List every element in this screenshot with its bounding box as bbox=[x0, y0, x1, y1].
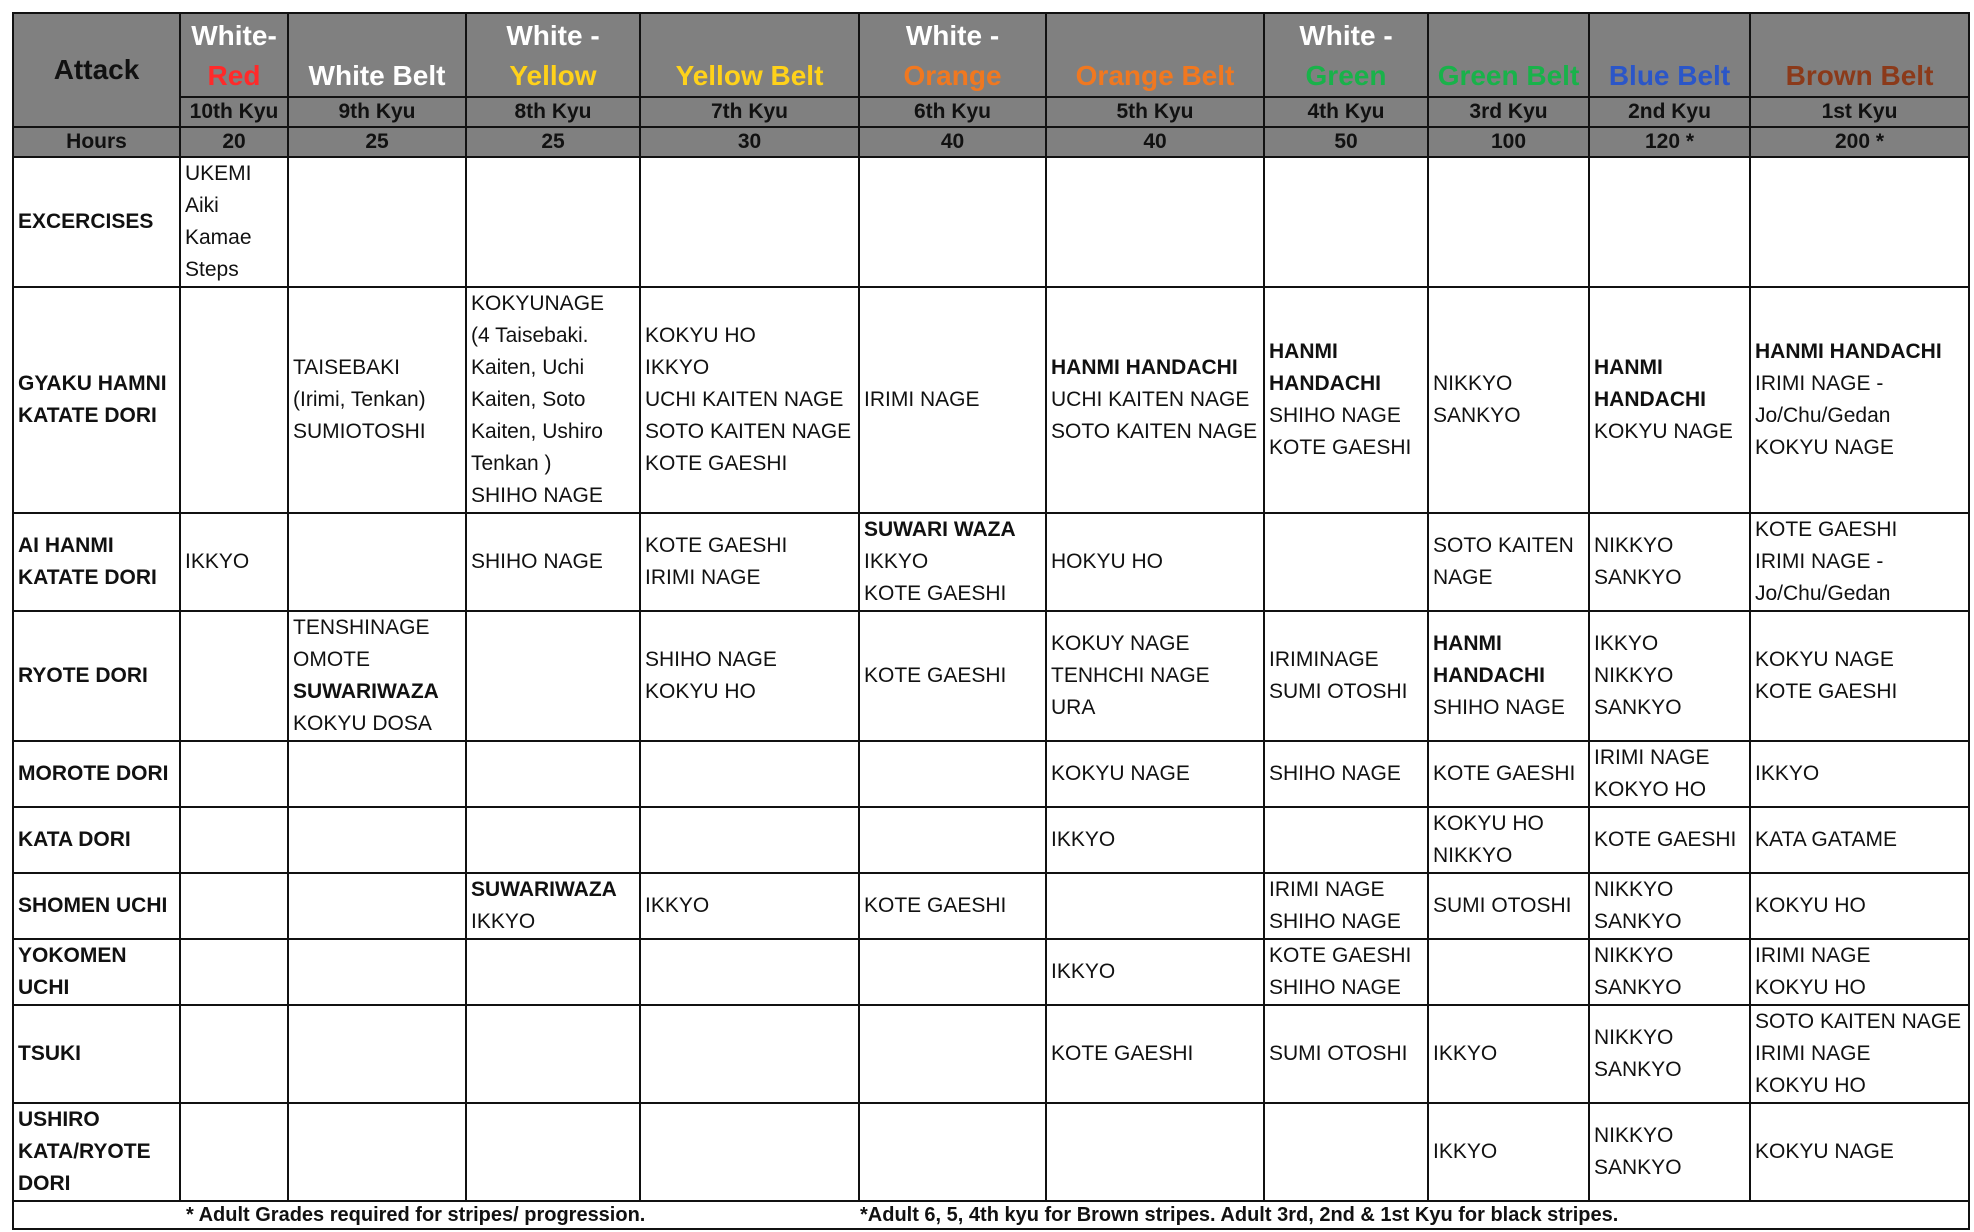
attack-name: EXCERCISES bbox=[13, 157, 180, 287]
technique-item: SOTO KAITEN NAGE bbox=[645, 420, 852, 443]
technique-cell bbox=[640, 741, 859, 807]
technique-item: HANMI HANDACHI bbox=[1269, 340, 1381, 395]
technique-cell bbox=[1589, 939, 1750, 1005]
technique-item: KOTE GAESHI bbox=[1755, 680, 1898, 703]
technique-cell bbox=[859, 1103, 1046, 1201]
technique-item: KOTE GAESHI bbox=[1433, 762, 1576, 785]
technique-item: SHIHO NAGE bbox=[1269, 910, 1401, 933]
technique-item: KOKYU HO bbox=[645, 324, 756, 347]
belt-header-7 bbox=[1428, 13, 1589, 97]
technique-cell bbox=[1046, 611, 1264, 741]
belt-name-text: Orange bbox=[903, 60, 1002, 91]
table-row bbox=[13, 939, 1969, 1005]
technique-cell bbox=[180, 939, 288, 1005]
belt-name-text: White- bbox=[191, 20, 277, 51]
table-row bbox=[13, 513, 1969, 611]
attack-name: MOROTE DORI bbox=[13, 741, 180, 807]
technique-item: KOTE GAESHI bbox=[1755, 518, 1898, 541]
technique-item: HANMI HANDACHI bbox=[1433, 632, 1545, 687]
belt-header-3 bbox=[640, 13, 859, 97]
technique-cell bbox=[288, 611, 466, 741]
technique-cell bbox=[1750, 1005, 1969, 1103]
technique-cell bbox=[1750, 873, 1969, 939]
technique-cell bbox=[1264, 287, 1428, 513]
technique-item: Aiki bbox=[185, 194, 219, 217]
belt-header-2 bbox=[466, 13, 640, 97]
technique-item: IRIMI NAGE - Jo/Chu/Gedan bbox=[1755, 550, 1891, 605]
technique-item: UCHI KAITEN NAGE bbox=[1051, 388, 1250, 411]
technique-item: (Irimi, Tenkan) bbox=[293, 388, 426, 411]
hours-value: 40 bbox=[1046, 127, 1264, 157]
technique-item: SOTO KAITEN NAGE bbox=[1433, 534, 1574, 589]
technique-item: SANKYO bbox=[1594, 976, 1682, 999]
kyu-label: 2nd Kyu bbox=[1589, 97, 1750, 127]
technique-cell bbox=[1750, 939, 1969, 1005]
technique-cell bbox=[1428, 157, 1589, 287]
kyu-label: 6th Kyu bbox=[859, 97, 1046, 127]
technique-item: KOTE GAESHI bbox=[864, 582, 1007, 605]
technique-cell bbox=[1264, 807, 1428, 873]
technique-cell bbox=[288, 1103, 466, 1201]
technique-item: NIKKYO bbox=[1433, 844, 1513, 867]
hours-value: 200 * bbox=[1750, 127, 1969, 157]
technique-item: IKKYO bbox=[471, 910, 536, 933]
technique-item: IRIMI NAGE - Jo/Chu/Gedan bbox=[1755, 372, 1891, 427]
attack-name: RYOTE DORI bbox=[13, 611, 180, 741]
technique-cell bbox=[1750, 1103, 1969, 1201]
technique-item: KOTE GAESHI bbox=[645, 534, 788, 557]
technique-cell bbox=[466, 939, 640, 1005]
technique-item: KOTE GAESHI bbox=[864, 664, 1007, 687]
technique-cell bbox=[466, 1103, 640, 1201]
technique-cell bbox=[1046, 157, 1264, 287]
technique-item: HANMI HANDACHI bbox=[1755, 340, 1942, 363]
technique-item: OMOTE bbox=[293, 648, 370, 671]
belt-header-9 bbox=[1750, 13, 1969, 97]
hours-value: 20 bbox=[180, 127, 288, 157]
technique-cell bbox=[466, 873, 640, 939]
hours-value: 120 * bbox=[1589, 127, 1750, 157]
technique-cell bbox=[180, 1005, 288, 1103]
belt-header-1 bbox=[288, 13, 466, 97]
technique-item: SHIHO NAGE bbox=[1269, 404, 1401, 427]
belt-name-text: Green Belt bbox=[1437, 60, 1580, 91]
technique-item: SHIHO NAGE bbox=[645, 648, 777, 671]
technique-cell bbox=[466, 513, 640, 611]
technique-cell bbox=[180, 157, 288, 287]
attack-name: KATA DORI bbox=[13, 807, 180, 873]
technique-item: IKKYO bbox=[1433, 1042, 1498, 1065]
belt-header-5 bbox=[1046, 13, 1264, 97]
technique-cell bbox=[1750, 157, 1969, 287]
technique-item: SOTO KAITEN NAGE bbox=[1051, 420, 1258, 443]
belt-name-text: Yellow bbox=[509, 60, 597, 91]
belt-name-text: Red bbox=[207, 60, 261, 91]
technique-cell bbox=[1264, 873, 1428, 939]
kyu-label: 7th Kyu bbox=[640, 97, 859, 127]
technique-item: TENHCHI NAGE URA bbox=[1051, 664, 1210, 719]
table-row bbox=[13, 1103, 1969, 1201]
belt-name-text: Green bbox=[1305, 60, 1387, 91]
technique-cell bbox=[1589, 1005, 1750, 1103]
technique-cell bbox=[859, 287, 1046, 513]
technique-cell bbox=[1589, 1103, 1750, 1201]
technique-item: KOKYU DOSA bbox=[293, 712, 432, 735]
belt-header-4 bbox=[859, 13, 1046, 97]
technique-item: SANKYO bbox=[1433, 404, 1521, 427]
technique-item: TENSHINAGE bbox=[293, 616, 430, 639]
technique-item: SANKYO bbox=[1594, 910, 1682, 933]
technique-cell bbox=[640, 807, 859, 873]
technique-item: SUMI OTOSHI bbox=[1433, 894, 1572, 917]
technique-cell bbox=[859, 1005, 1046, 1103]
technique-item: NIKKYO bbox=[1594, 1124, 1674, 1147]
technique-item: KOKUY NAGE bbox=[1051, 632, 1190, 655]
technique-item: Kamae bbox=[185, 226, 252, 249]
technique-cell bbox=[640, 287, 859, 513]
technique-cell bbox=[1750, 741, 1969, 807]
kyu-header-row bbox=[13, 97, 1969, 127]
attack-name: TSUKI bbox=[13, 1005, 180, 1103]
belt-header-row bbox=[13, 13, 1969, 97]
footer-notes bbox=[13, 1201, 1969, 1229]
technique-item: HANMI HANDACHI bbox=[1594, 356, 1706, 411]
technique-item: NIKKYO bbox=[1594, 1026, 1674, 1049]
technique-cell bbox=[859, 807, 1046, 873]
technique-item: SANKYO bbox=[1594, 566, 1682, 589]
technique-item: KOKYU HO bbox=[1755, 894, 1866, 917]
technique-item: IKKYO bbox=[645, 894, 710, 917]
technique-item: IRIMI NAGE bbox=[1269, 878, 1385, 901]
technique-cell bbox=[288, 1005, 466, 1103]
technique-cell bbox=[1264, 1005, 1428, 1103]
technique-cell bbox=[1750, 611, 1969, 741]
technique-cell bbox=[859, 741, 1046, 807]
technique-item: UKEMI bbox=[185, 162, 252, 185]
technique-item: KOKYU HO bbox=[645, 680, 756, 703]
technique-cell bbox=[466, 157, 640, 287]
technique-cell bbox=[1428, 939, 1589, 1005]
kyu-label: 8th Kyu bbox=[466, 97, 640, 127]
technique-item: Steps bbox=[185, 258, 239, 281]
technique-item: KOKYUNAGE bbox=[471, 292, 605, 315]
hours-label: Hours bbox=[13, 127, 180, 157]
technique-cell bbox=[1428, 611, 1589, 741]
technique-item: KOKYU NAGE bbox=[1755, 648, 1894, 671]
technique-cell bbox=[288, 513, 466, 611]
hours-header-row bbox=[13, 127, 1969, 157]
technique-cell bbox=[180, 807, 288, 873]
technique-cell bbox=[859, 873, 1046, 939]
technique-item: HOKYU HO bbox=[1051, 550, 1164, 573]
footer-note-right: *Adult 6, 5, 4th kyu for Brown stripes. Adult 3rd, 2nd & 1st Kyu for black stripes. bbox=[860, 1204, 1619, 1226]
technique-item: KATA GATAME bbox=[1755, 828, 1897, 851]
technique-item: KOTE GAESHI bbox=[1269, 944, 1412, 967]
attack-name: GYAKU HAMNI KATATE DORI bbox=[13, 287, 180, 513]
technique-item: KOTE GAESHI bbox=[645, 452, 788, 475]
technique-item: KOKYU NAGE bbox=[1594, 420, 1733, 443]
technique-item: KOTE GAESHI bbox=[864, 894, 1007, 917]
belt-name-text: White - bbox=[905, 20, 1000, 51]
technique-cell bbox=[859, 157, 1046, 287]
kyu-label: 4th Kyu bbox=[1264, 97, 1428, 127]
technique-cell bbox=[859, 611, 1046, 741]
technique-item: TAISEBAKI bbox=[293, 356, 400, 379]
technique-item: IRIMI NAGE bbox=[1755, 944, 1871, 967]
technique-cell bbox=[1264, 741, 1428, 807]
technique-cell bbox=[640, 611, 859, 741]
technique-item: SUMIOTOSHI bbox=[293, 420, 426, 443]
technique-cell bbox=[466, 611, 640, 741]
footer-note-left: * Adult Grades required for stripes/ progression. bbox=[186, 1204, 646, 1226]
technique-item: KOKYU NAGE bbox=[1051, 762, 1190, 785]
table-row bbox=[13, 157, 1969, 287]
kyu-label: 10th Kyu bbox=[180, 97, 288, 127]
technique-item: UCHI KAITEN NAGE bbox=[645, 388, 844, 411]
technique-cell bbox=[640, 873, 859, 939]
technique-cell bbox=[859, 939, 1046, 1005]
technique-item: KOKYU NAGE bbox=[1755, 436, 1894, 459]
technique-cell bbox=[1589, 611, 1750, 741]
technique-cell bbox=[1046, 513, 1264, 611]
technique-item: SANKYO bbox=[1594, 1156, 1682, 1179]
technique-cell bbox=[180, 1103, 288, 1201]
technique-item: KOKYU HO bbox=[1755, 976, 1866, 999]
hours-value: 25 bbox=[288, 127, 466, 157]
technique-item: NIKKYO bbox=[1594, 944, 1674, 967]
technique-cell bbox=[640, 1005, 859, 1103]
technique-cell bbox=[1264, 157, 1428, 287]
technique-item: IRIMI NAGE bbox=[645, 566, 761, 589]
technique-cell bbox=[288, 741, 466, 807]
technique-cell bbox=[1264, 939, 1428, 1005]
technique-item: KOTE GAESHI bbox=[1051, 1042, 1194, 1065]
technique-item: IKKYO bbox=[1594, 632, 1659, 655]
technique-cell bbox=[466, 1005, 640, 1103]
technique-cell bbox=[1589, 513, 1750, 611]
technique-cell bbox=[288, 157, 466, 287]
technique-item: KOKYU HO bbox=[1433, 812, 1544, 835]
technique-item: NIKKYO bbox=[1594, 534, 1674, 557]
technique-cell bbox=[288, 287, 466, 513]
technique-cell bbox=[180, 873, 288, 939]
technique-cell bbox=[1046, 287, 1264, 513]
technique-cell bbox=[1428, 1005, 1589, 1103]
technique-cell bbox=[640, 939, 859, 1005]
technique-cell bbox=[1046, 741, 1264, 807]
belt-header-8 bbox=[1589, 13, 1750, 97]
technique-item: IKKYO bbox=[1051, 960, 1116, 983]
technique-cell bbox=[1264, 513, 1428, 611]
belt-header-6 bbox=[1264, 13, 1428, 97]
kyu-label: 5th Kyu bbox=[1046, 97, 1264, 127]
table-row bbox=[13, 611, 1969, 741]
table-row bbox=[13, 873, 1969, 939]
technique-cell bbox=[1046, 873, 1264, 939]
technique-cell bbox=[466, 807, 640, 873]
technique-cell bbox=[1046, 1103, 1264, 1201]
technique-cell bbox=[1046, 807, 1264, 873]
technique-item: IRIMINAGE bbox=[1269, 648, 1379, 671]
belt-name-text: White - bbox=[506, 20, 600, 51]
belt-name-text: Orange Belt bbox=[1075, 60, 1235, 91]
technique-cell bbox=[288, 873, 466, 939]
technique-item: SUMI OTOSHI bbox=[1269, 680, 1408, 703]
table-row bbox=[13, 287, 1969, 513]
technique-cell bbox=[1428, 873, 1589, 939]
technique-cell bbox=[1428, 287, 1589, 513]
technique-cell bbox=[180, 513, 288, 611]
technique-item: IKKYO bbox=[1755, 762, 1820, 785]
hours-value: 30 bbox=[640, 127, 859, 157]
kyu-label: 3rd Kyu bbox=[1428, 97, 1589, 127]
technique-cell bbox=[1750, 287, 1969, 513]
technique-cell bbox=[1428, 513, 1589, 611]
technique-cell bbox=[180, 611, 288, 741]
technique-cell bbox=[466, 741, 640, 807]
technique-item: SUWARIWAZA bbox=[471, 878, 617, 901]
technique-cell bbox=[288, 939, 466, 1005]
footer-row bbox=[13, 1201, 1969, 1229]
technique-cell bbox=[466, 287, 640, 513]
technique-cell bbox=[640, 157, 859, 287]
technique-cell bbox=[1046, 939, 1264, 1005]
technique-item: KOKYU NAGE bbox=[1755, 1140, 1894, 1163]
technique-item: KOKYO HO bbox=[1594, 778, 1707, 801]
technique-item: SHIHO NAGE bbox=[471, 484, 603, 507]
technique-item: SHIHO NAGE bbox=[1433, 696, 1565, 719]
table-row bbox=[13, 807, 1969, 873]
technique-cell bbox=[1750, 513, 1969, 611]
technique-item: IKKYO bbox=[645, 356, 710, 379]
attack-name: AI HANMI KATATE DORI bbox=[13, 513, 180, 611]
hours-value: 25 bbox=[466, 127, 640, 157]
technique-cell bbox=[1589, 873, 1750, 939]
grading-syllabus-table bbox=[12, 12, 1970, 1230]
attack-name: YOKOMEN UCHI bbox=[13, 939, 180, 1005]
belt-name-text: Blue Belt bbox=[1608, 60, 1731, 91]
technique-cell bbox=[1589, 807, 1750, 873]
hours-value: 100 bbox=[1428, 127, 1589, 157]
technique-item: SANKYO bbox=[1594, 696, 1682, 719]
technique-cell bbox=[1589, 157, 1750, 287]
technique-item: IKKYO bbox=[185, 550, 250, 573]
table-row bbox=[13, 741, 1969, 807]
technique-cell bbox=[1750, 807, 1969, 873]
technique-cell bbox=[1264, 1103, 1428, 1201]
technique-item: SHIHO NAGE bbox=[1269, 762, 1401, 785]
technique-cell bbox=[1428, 1103, 1589, 1201]
attack-name: SHOMEN UCHI bbox=[13, 873, 180, 939]
belt-name-text: White Belt bbox=[308, 60, 446, 91]
technique-item: (4 Taisebaki. Kaiten, Uchi Kaiten, Soto Kaiten, Ushiro Tenkan ) bbox=[471, 324, 603, 475]
belt-name-text: White - bbox=[1299, 20, 1393, 51]
technique-cell bbox=[180, 287, 288, 513]
technique-cell bbox=[640, 1103, 859, 1201]
technique-cell bbox=[1428, 741, 1589, 807]
table-row bbox=[13, 1005, 1969, 1103]
technique-item: IRIMI NAGE bbox=[1594, 746, 1710, 769]
belt-name-text: Yellow Belt bbox=[675, 60, 824, 91]
technique-cell bbox=[859, 513, 1046, 611]
technique-cell bbox=[288, 807, 466, 873]
belt-name-text: Brown Belt bbox=[1785, 60, 1934, 91]
technique-item: IRIMI NAGE bbox=[1755, 1042, 1871, 1065]
technique-item: NIKKYO bbox=[1594, 878, 1674, 901]
technique-cell bbox=[1046, 1005, 1264, 1103]
technique-item: IKKYO bbox=[1433, 1140, 1498, 1163]
technique-item: IKKYO bbox=[1051, 828, 1116, 851]
technique-item: SHIHO NAGE bbox=[471, 550, 603, 573]
hours-value: 50 bbox=[1264, 127, 1428, 157]
technique-cell bbox=[1589, 287, 1750, 513]
hours-value: 40 bbox=[859, 127, 1046, 157]
technique-item: NIKKYO bbox=[1433, 372, 1513, 395]
technique-item: SANKYO bbox=[1594, 1058, 1682, 1081]
technique-item: KOKYU HO bbox=[1755, 1074, 1866, 1097]
technique-rows bbox=[13, 157, 1969, 1201]
technique-cell bbox=[1264, 611, 1428, 741]
technique-item: NIKKYO bbox=[1594, 664, 1674, 687]
technique-item: SOTO KAITEN NAGE bbox=[1755, 1010, 1962, 1033]
technique-item: SHIHO NAGE bbox=[1269, 976, 1401, 999]
technique-item: SUWARI WAZA bbox=[864, 518, 1016, 541]
technique-item: SUMI OTOSHI bbox=[1269, 1042, 1408, 1065]
technique-cell bbox=[1428, 807, 1589, 873]
technique-cell bbox=[180, 741, 288, 807]
technique-item: SUWARIWAZA bbox=[293, 680, 439, 703]
technique-item: KOTE GAESHI bbox=[1269, 436, 1412, 459]
technique-item: KOTE GAESHI bbox=[1594, 828, 1737, 851]
technique-item: IRIMI NAGE bbox=[864, 388, 980, 411]
kyu-label: 9th Kyu bbox=[288, 97, 466, 127]
attack-header: Attack bbox=[13, 13, 180, 127]
technique-cell bbox=[640, 513, 859, 611]
technique-item: IKKYO bbox=[864, 550, 929, 573]
technique-cell bbox=[1589, 741, 1750, 807]
kyu-label: 1st Kyu bbox=[1750, 97, 1969, 127]
belt-header-0 bbox=[180, 13, 288, 97]
technique-item: HANMI HANDACHI bbox=[1051, 356, 1238, 379]
attack-name: USHIRO KATA/RYOTE DORI bbox=[13, 1103, 180, 1201]
